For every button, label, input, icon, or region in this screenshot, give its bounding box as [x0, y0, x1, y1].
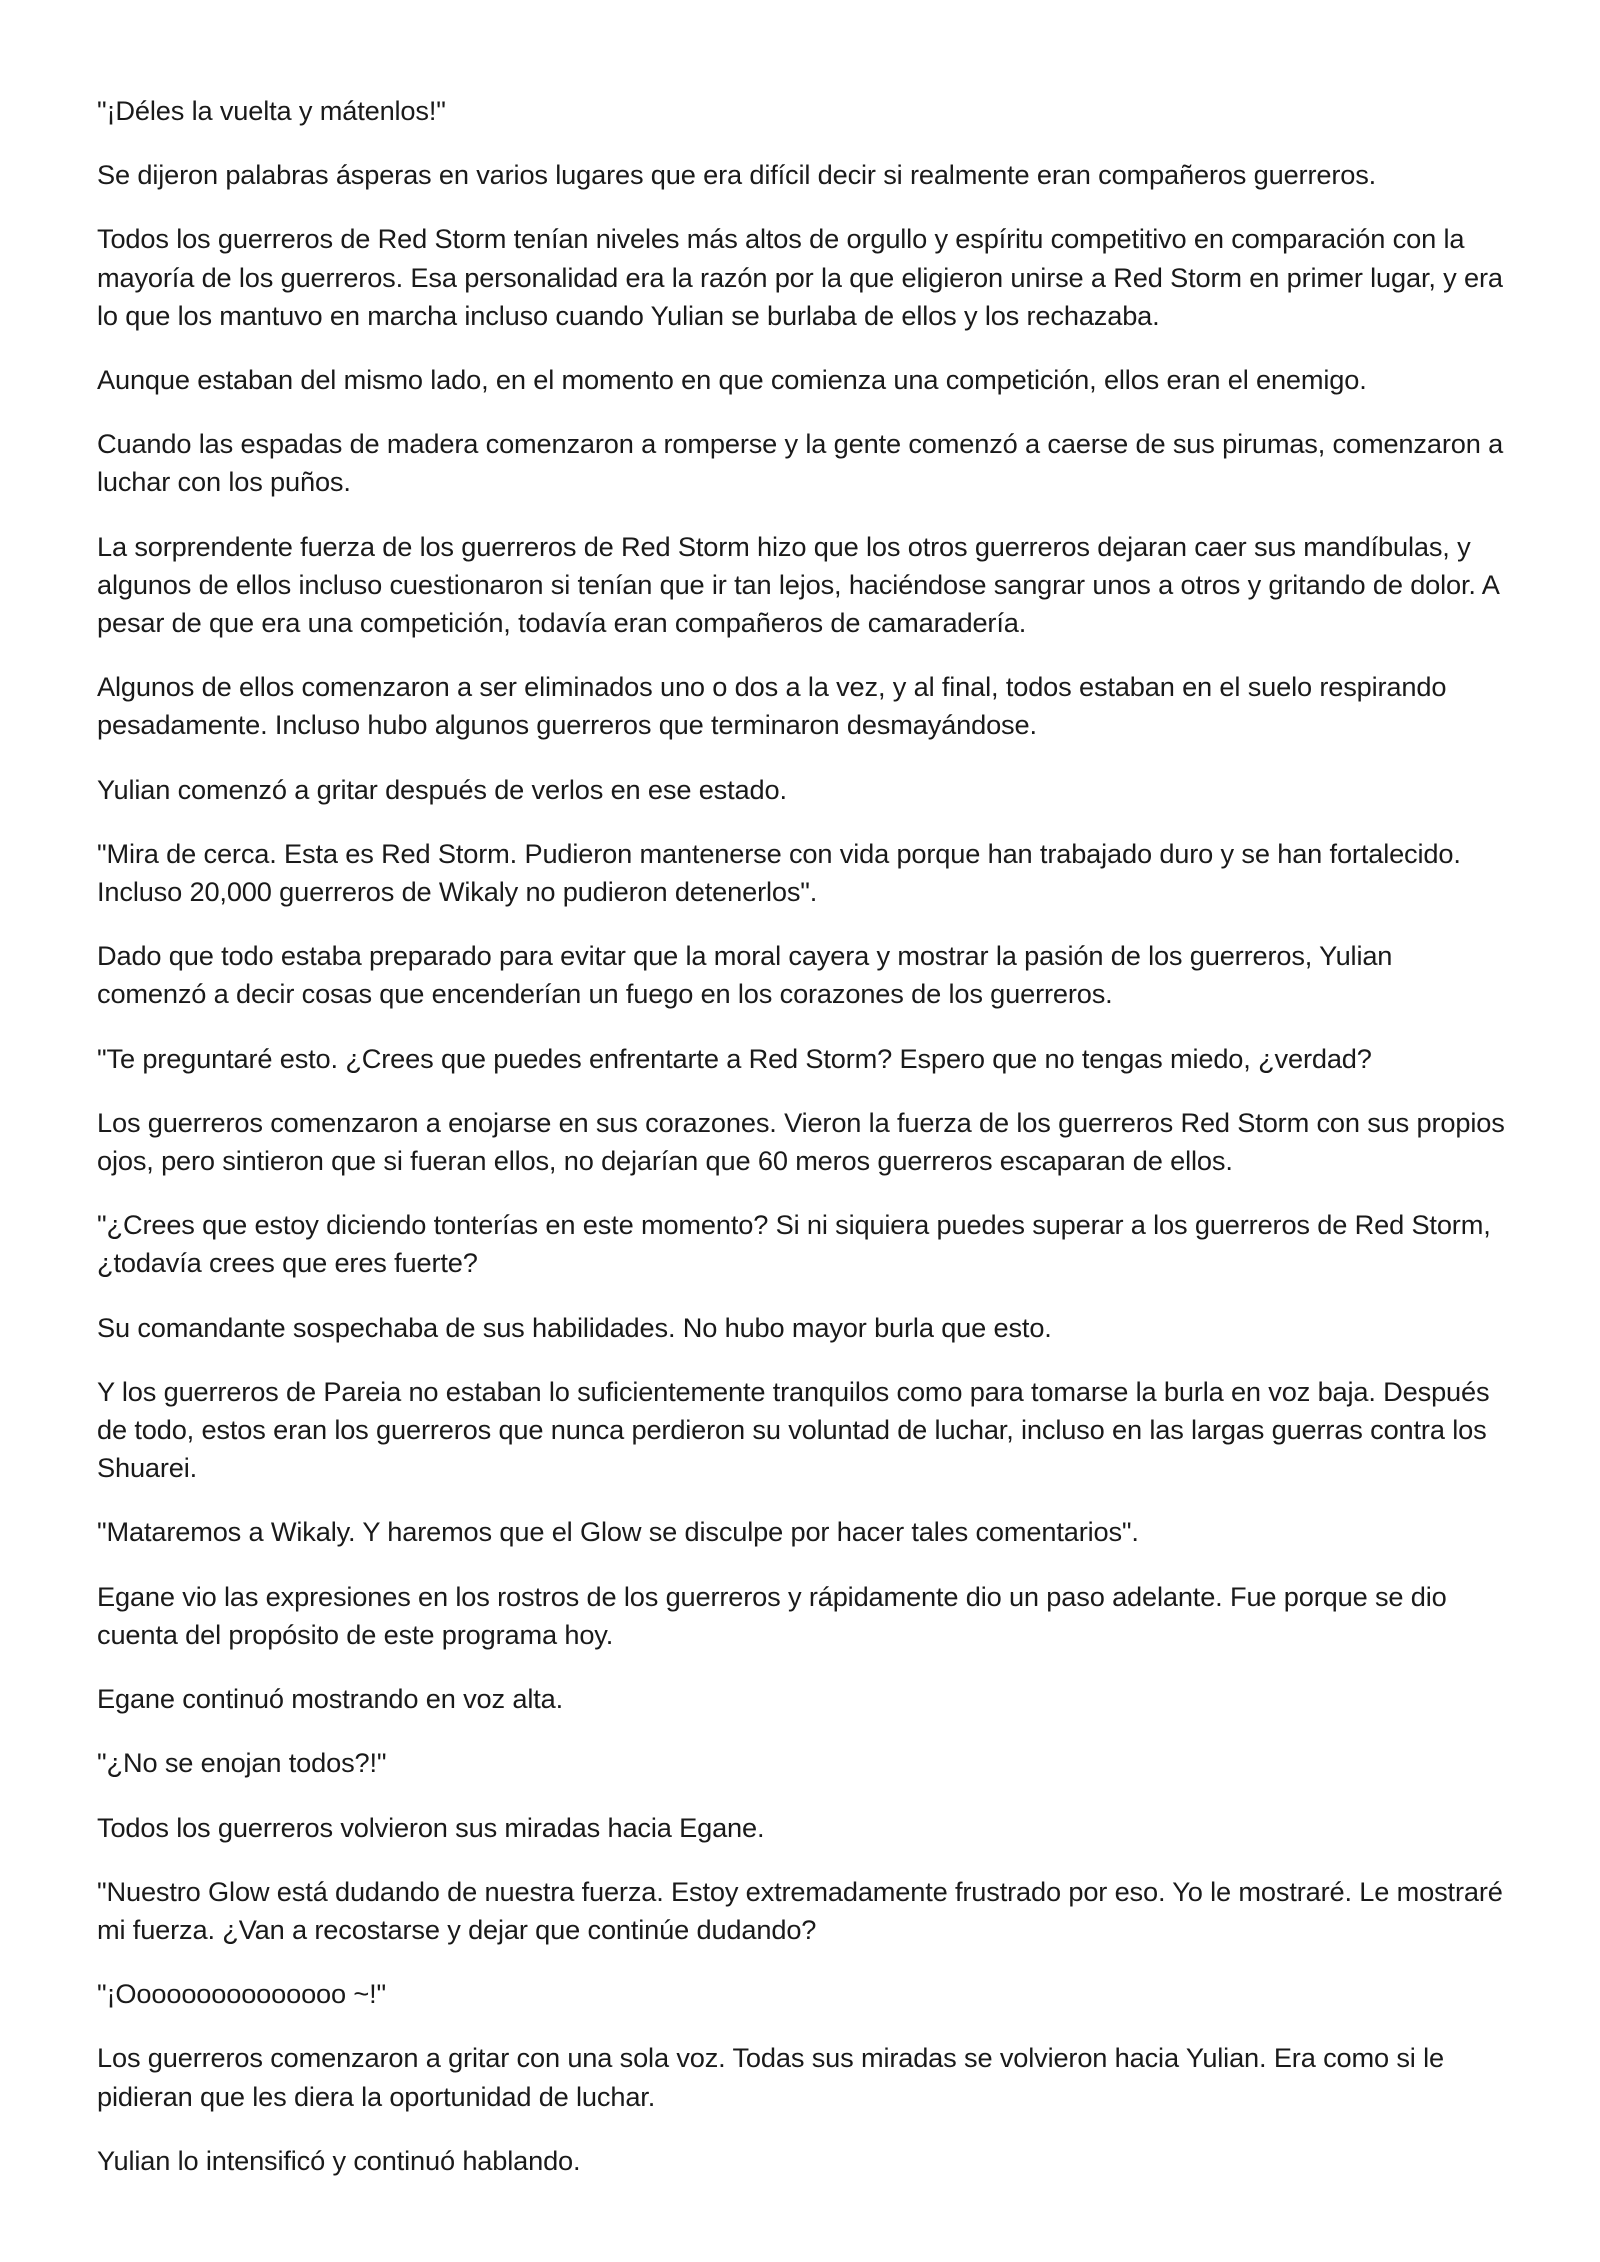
paragraph-14: Su comandante sospechaba de sus habilidades. No hubo mayor burla que esto.: [97, 1311, 1052, 1343]
paragraph-7: Algunos de ellos comenzaron a ser eliminados uno o dos a la vez, y al final, todos estaban en el suelo respirando pesadamente. Incluso hubo algunos guerreros que terminaron desmayándose.: [97, 671, 1447, 741]
paragraph-20: Todos los guerreros volvieron sus miradas hacia Egane.: [97, 1811, 765, 1843]
paragraph-1: "¡Déles la vuelta y mátenlos!": [97, 95, 446, 126]
paragraph-6: La sorprendente fuerza de los guerreros de Red Storm hizo que los otros guerreros dejaran caer sus mandíbulas, y algunos de ellos incluso cuestionaron si tenían que ir tan lejos, haciéndose sangrar unos a otros y gritando de dolor. A pesar de que era una competición, todavía eran compañeros de camaradería.: [97, 530, 1499, 639]
paragraph-19: "¿No se enojan todos?!": [97, 1747, 387, 1779]
paragraph-23: Los guerreros comenzaron a gritar con una sola voz. Todas sus miradas se volvieron hacia Yulian. Era como si le pidieran que les diera la oportunidad de luchar.: [97, 2042, 1444, 2112]
paragraph-22: "¡Ooooooooooooooo ~!": [97, 1978, 387, 2010]
paragraph-18: Egane continuó mostrando en voz alta.: [97, 1683, 564, 1715]
document-body: [97, 92, 1507, 2206]
paragraph-5: Cuando las espadas de madera comenzaron a romperse y la gente comenzó a caerse de sus pirumas, comenzaron a luchar con los puños.: [97, 428, 1504, 498]
paragraph-16: "Mataremos a Wikaly. Y haremos que el Glow se disculpe por hacer tales comentarios".: [97, 1516, 1139, 1548]
paragraph-11: "Te preguntaré esto. ¿Crees que puedes enfrentarte a Red Storm? Espero que no tengas miedo, ¿verdad?: [97, 1042, 1372, 1074]
paragraph-24: Yulian lo intensificó y continuó hablando.: [97, 2144, 581, 2176]
paragraph-9: "Mira de cerca. Esta es Red Storm. Pudieron mantenerse con vida porque han trabajado duro y se han fortalecido. Incluso 20,000 guerreros de Wikaly no pudieron detenerlos".: [97, 837, 1461, 908]
paragraph-21: "Nuestro Glow está dudando de nuestra fuerza. Estoy extremadamente frustrado por eso. Yo le mostraré. Le mostraré mi fuerza. ¿Van a recostarse y dejar que continúe dudando?: [97, 1875, 1503, 1945]
paragraph-2: Se dijeron palabras ásperas en varios lugares que era difícil decir si realmente eran compañeros guerreros.: [97, 159, 1377, 191]
paragraph-10: Dado que todo estaba preparado para evitar que la moral cayera y mostrar la pasión de los guerreros, Yulian comenzó a decir cosas que encenderían un fuego en los corazones de los guerreros.: [97, 940, 1393, 1010]
paragraph-12: Los guerreros comenzaron a enojarse en sus corazones. Vieron la fuerza de los guerreros Red Storm con sus propios ojos, pero sintieron que si fueran ellos, no dejarían que 60 meros guerreros escaparan de ellos.: [97, 1106, 1505, 1177]
paragraph-3: Todos los guerreros de Red Storm tenían niveles más altos de orgullo y espíritu competitivo en comparación con la mayoría de los guerreros. Esa personalidad era la razón por la que eligieron unirse a Red Storm en primer lugar, y era lo que los mantuvo en marcha incluso cuando Yulian se burlaba de ellos y los rechazaba.: [97, 223, 1503, 331]
paragraph-8: Yulian comenzó a gritar después de verlos en ese estado.: [97, 773, 787, 805]
paragraph-17: Egane vio las expresiones en los rostros de los guerreros y rápidamente dio un paso adelante. Fue porque se dio cuenta del propósito de este programa hoy.: [97, 1580, 1447, 1650]
paragraph-4: Aunque estaban del mismo lado, en el momento en que comienza una competición, ellos eran el enemigo.: [97, 364, 1367, 396]
paragraph-13: "¿Crees que estoy diciendo tonterías en este momento? Si ni siquiera puedes superar a los guerreros de Red Storm, ¿todavía crees que eres fuerte?: [97, 1209, 1491, 1279]
paragraph-15: Y los guerreros de Pareia no estaban lo suficientemente tranquilos como para tomarse la burla en voz baja. Después de todo, estos eran los guerreros que nunca perdieron su voluntad de luchar, incluso en las largas guerras contra los Shuarei.: [97, 1375, 1490, 1484]
